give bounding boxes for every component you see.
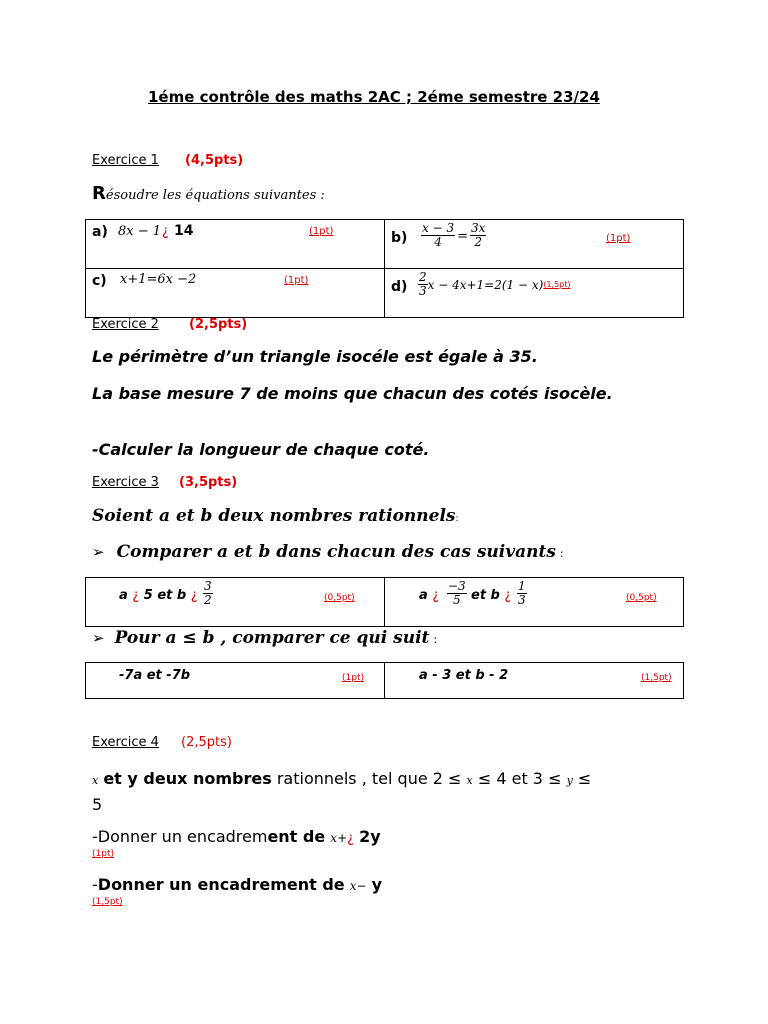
equation-d-expression: $\frac{2}{3}$ x − 4x+1=2(1 − x)(1,5pt) — [419, 270, 571, 298]
exercise-4-question-2: -Donner un encadrement de x− y — [92, 875, 383, 894]
exercise-2-line-3: -Calculer la longueur de chaque coté. — [92, 440, 430, 459]
exercise-4-label: Exercice 4 — [92, 735, 159, 750]
comparison-1-right-fraction-1: $\frac{-3}{5}$ — [448, 579, 466, 607]
comparison-2-left-cell — [86, 663, 385, 699]
equation-a-label: a) — [92, 224, 108, 240]
exercise-2-line-2: La base mesure 7 de moins que chacun des cotés isocèle. — [92, 384, 613, 403]
exercise-4-points: (2,5pts) — [181, 735, 232, 750]
comparison-1-right-a: a ¿ — [419, 588, 440, 603]
exercise-3-bullet-2: ➢ Pour a ≤ b , comparer ce qui suit : — [92, 628, 438, 648]
equation-a-rhs: 14 — [174, 223, 194, 239]
comparison-1-right-b: et b ¿ — [471, 588, 512, 603]
exercise-1-label: Exercice 1 — [92, 153, 159, 168]
exercise-1-instruction — [92, 183, 325, 204]
equation-a-symbol: ¿ — [162, 224, 169, 239]
equation-a-points: (1pt) — [309, 226, 334, 237]
equation-a-cell — [86, 220, 385, 269]
exercise-3-intro: Soient a et b deux nombres rationnels: — [92, 506, 459, 526]
comparison-1-left-points: (0,5pt) — [324, 593, 355, 603]
arrow-bullet-icon: ➢ — [92, 629, 105, 647]
exercise-2-label: Exercice 2 — [92, 317, 159, 332]
instruction-capital: R — [92, 183, 106, 204]
comparison-1-left-cell — [86, 578, 385, 627]
equation-c-cell — [86, 269, 385, 318]
equation-d-fraction: $\frac{2}{3}$ — [419, 270, 427, 298]
equation-d-cell — [385, 269, 684, 318]
exercise-3-points: (3,5pts) — [179, 475, 238, 490]
arrow-bullet-icon: ➢ — [92, 543, 105, 561]
equation-b-points: (1pt) — [606, 233, 631, 244]
comparison-1-right-fraction-2: $\frac{1}{3}$ — [518, 579, 526, 607]
exercise-4-question-1-points: (1pt) — [92, 849, 114, 859]
comparison-2-right-cell — [385, 663, 684, 699]
exercise-4-line-1: x et y deux nombres rationnels , tel que 2 ≤ x ≤ 4 et 3 ≤ y ≤ 5 — [92, 769, 592, 814]
equation-b-cell — [385, 220, 684, 269]
exercise-3-bullet-1: ➢ Comparer a et b dans chacun des cas suivants : — [92, 542, 564, 562]
exercise-3-label: Exercice 3 — [92, 475, 159, 490]
comparison-1-right-cell — [385, 578, 684, 627]
equations-table — [85, 219, 684, 318]
exercise-1-points: (4,5pts) — [185, 153, 244, 168]
comparison-2-right-points: (1,5pt) — [641, 673, 672, 683]
equation-b-label: b) — [391, 230, 408, 246]
equation-d-label: d) — [391, 279, 408, 295]
equation-b-fraction-left: $\frac{x - 3}{4}$ — [422, 221, 455, 249]
exercise-4-header — [92, 735, 232, 750]
equation-c-label: c) — [92, 273, 107, 289]
comparison-2-left-expression: -7a et -7b — [119, 668, 191, 683]
exercise-4-question-2-points: (1,5pt) — [92, 897, 123, 907]
comparison-2-left-points: (1pt) — [342, 673, 364, 683]
exercise-2-line-1: Le périmètre d’un triangle isocéle est égale à 35. — [92, 347, 538, 366]
equation-b-expression: $\frac{x - 3}{4}$ = $\frac{3x}{2}$ — [422, 221, 486, 249]
exercise-1-header — [92, 153, 243, 168]
page-title: 1éme contrôle des maths 2AC ; 2éme semestre 23/24 — [148, 88, 600, 106]
comparison-table-1 — [85, 577, 684, 627]
comparison-table-2 — [85, 662, 684, 699]
equation-a-expression: 8x − 1 — [118, 224, 162, 239]
exercise-2-points: (2,5pts) — [189, 317, 248, 332]
instruction-text: ésoudre les équations suivantes : — [105, 188, 325, 203]
exercise-4-question-1: -Donner un encadrement de x+¿ 2y — [92, 827, 381, 846]
exercise-2-header — [92, 317, 247, 332]
equation-b-fraction-right: $\frac{3x}{2}$ — [471, 221, 486, 249]
comparison-1-left-expression: a ¿ 5 et b ¿ — [119, 588, 198, 603]
equation-c-points: (1pt) — [284, 275, 309, 286]
comparison-1-right-points: (0,5pt) — [626, 593, 657, 603]
exercise-3-header — [92, 475, 237, 490]
equation-d-points: (1,5pt) — [543, 280, 571, 289]
equation-c-expression: x+1=6x −2 — [120, 272, 197, 287]
comparison-1-left-fraction: $\frac{3}{2}$ — [204, 579, 212, 607]
comparison-2-right-expression: a - 3 et b - 2 — [419, 668, 509, 683]
